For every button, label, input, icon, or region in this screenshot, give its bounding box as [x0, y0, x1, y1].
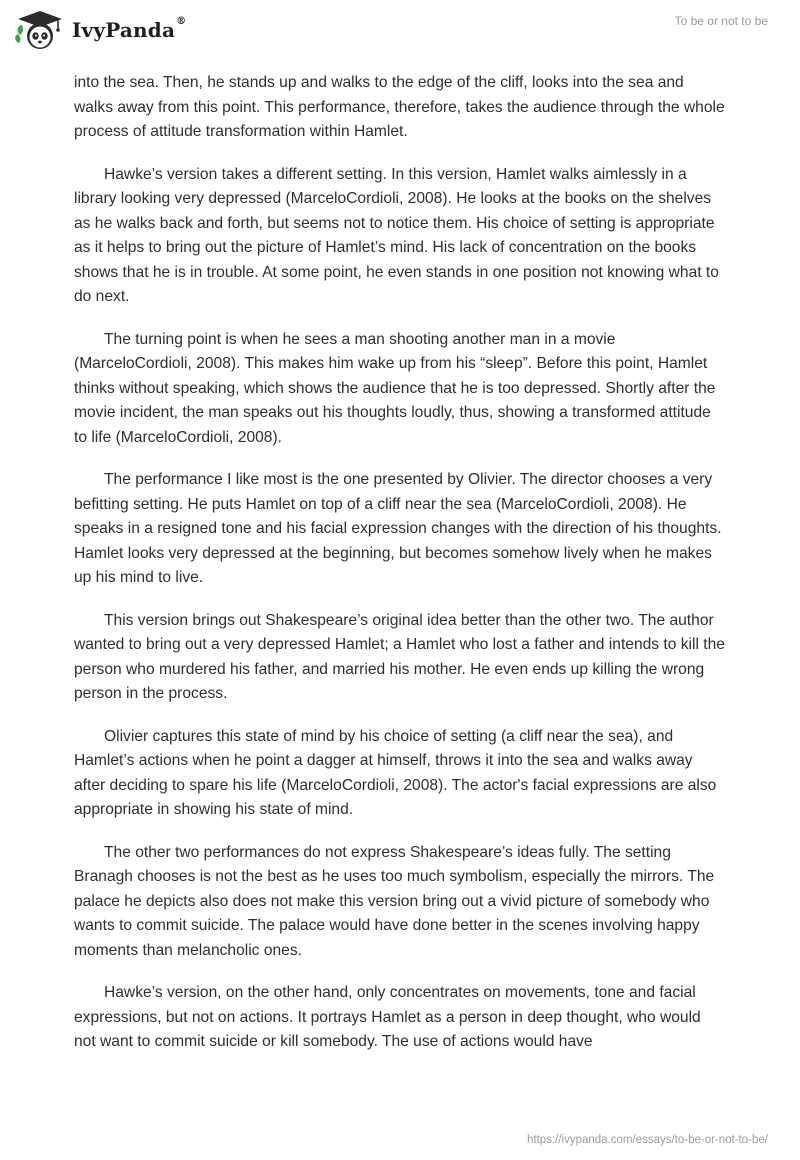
brand-text: IvyPanda [72, 18, 176, 42]
paragraph: Hawke’s version takes a different setting. In this version, Hamlet walks aimlessly in a library looking very depressed (MarceloCordioli, 2008). He looks at the books on the shelves as he walks back and forth, but seems not to notice them. His choice of setting is appropriate as it helps to bring out the picture of Hamlet’s mind. His lack of concentration on the books shows that he is in trouble. At some point, he even stands in one position not knowing what to do next. [74, 165, 719, 305]
paragraph: Hawke’s version, on the other hand, only concentrates on movements, tone and facial expressions, but not on actions. It portrays Hamlet as a person in deep thought, who would not want to commit suicide or kill somebody. The use of actions would have [74, 984, 701, 1050]
paragraph: into the sea. Then, he stands up and walks to the edge of the cliff, looks into the sea and walks away from this point. This performance, therefore, takes the audience through the whole process of attitude transformation within Hamlet. [74, 74, 725, 140]
paragraph: Olivier captures this state of mind by his choice of setting (a cliff near the sea), and Hamlet’s actions when he point a dagger at himself, throws it into the sea and walks away after deciding to spare his life (MarceloCordioli, 2008). The actor's facial expressions are also appropriate in showing his state of mind. [74, 727, 717, 818]
essay-body [74, 71, 726, 1073]
ivypanda-logo[interactable] [14, 9, 186, 51]
paragraph: The performance I like most is the one presented by Olivier. The director chooses a very befitting setting. He puts Hamlet on top of a cliff near the sea (MarceloCordioli, 2008). He speaks in a resigned tone and his facial expression changes with the direction of his thoughts. Hamlet looks very depressed at the beginning, but becomes somehow lively when he makes up his mind to live. [74, 471, 722, 586]
panda-graduation-cap-icon [14, 9, 66, 51]
document-title: To be or not to be [674, 14, 768, 28]
paragraph: The turning point is when he sees a man shooting another man in a movie (MarceloCordioli, 2008). This makes him wake up from his “sleep”. Before this point, Hamlet thinks without speaking, which shows the audience that he is too depressed. Shortly after the movie incident, the man speaks out his thoughts loudly, thus, showing a transformed attitude to life (MarceloCordioli, 2008). [74, 330, 716, 446]
paragraph: This version brings out Shakespeare’s original idea better than the other two. The author wanted to bring out a very depressed Hamlet; a Hamlet who lost a father and intends to kill the person who murdered his father, and married his mother. He even ends up killing the wrong person in the process. [74, 611, 725, 702]
source-url[interactable]: https://ivypanda.com/essays/to-be-or-not-to-be/ [527, 1134, 768, 1146]
paragraph: The other two performances do not express Shakespeare’s ideas fully. The setting Branagh chooses is not the best as he uses too much symbolism, especially the mirrors. The palace he depicts also does not make this version bring out a vivid picture of somebody who wants to commit suicide. The palace would have done better in the scenes involving happy moments than melancholic ones. [74, 843, 715, 959]
brand-name [72, 18, 186, 42]
page-header [0, 0, 800, 60]
registered-mark: ® [176, 16, 187, 27]
